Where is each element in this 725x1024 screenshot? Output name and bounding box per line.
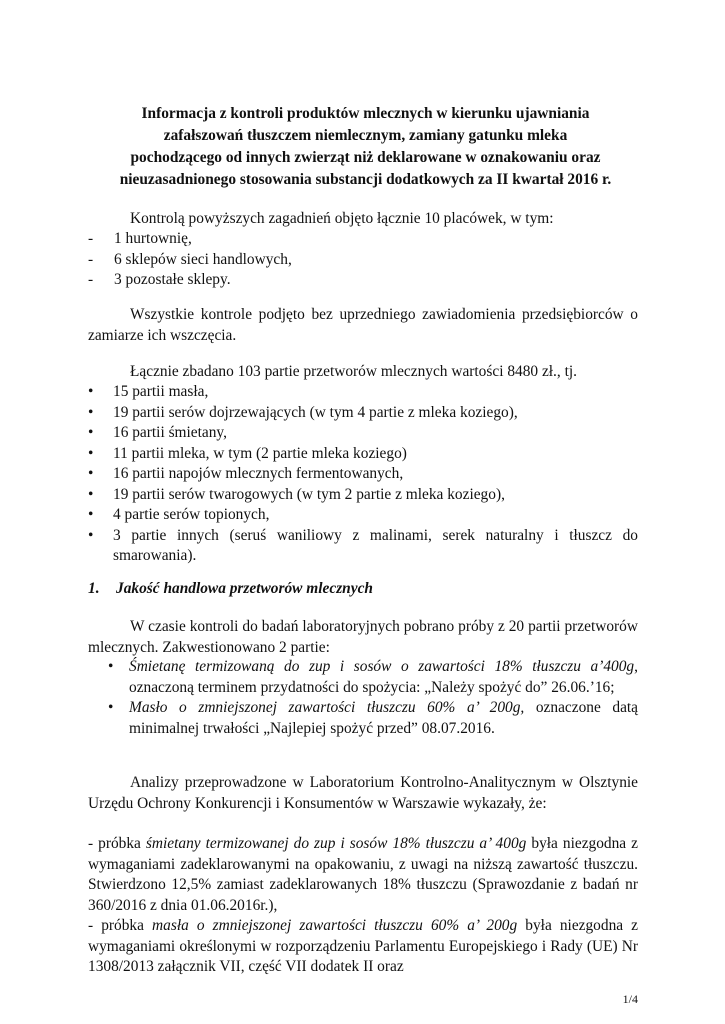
product-name: masła o zmniejszonej zawartości tłuszczu 60% a’ 200g [152, 917, 518, 934]
list-item: • Masło o zmniejszonej zawartości tłuszczu 60% a’ 200g, oznaczone datą minimalnej trwałości „Najlepiej spożyć przed” 08.07.2016. [108, 699, 639, 737]
title-line: zafałszowań tłuszczem niemlecznym, zamiany gatunku mleka [163, 127, 568, 144]
no-notice-paragraph: Wszystkie kontrole podjęto bez uprzedniego zawiadomienia przedsiębiorców o zamiarze ich wszczęcia. [88, 306, 638, 344]
product-name: Śmietanę termizowaną do zup i sosów o zawartości 18% tłuszczu a’400g [129, 658, 635, 675]
product-detail: oznaczone datą minimalnej trwałości „Najlepiej spożyć przed” 08.07.2016. [129, 699, 639, 737]
list-item: • 19 partii serów dojrzewających (w tym 4 partie z mleka koziego), [88, 403, 518, 421]
product-detail: , oznaczoną terminem przydatności do spożycia: „Należy spożyć do” 26.06.’16; [129, 658, 638, 696]
list-item: - 3 pozostałe sklepy. [88, 271, 231, 288]
title-line: Informacja z kontroli produktów mlecznych w kierunku ujawniania [141, 105, 590, 122]
product-name: śmietany termizowanej do zup i sosów 18% tłuszczu a’ 400g [145, 835, 527, 852]
title-line: nieuzasadnionego stosowania substancji dodatkowych za II kwartał 2016 r. [119, 171, 612, 188]
section-heading [88, 579, 373, 599]
samples-list [88, 382, 638, 567]
section-title: Jakość handlowa przetworów mlecznych [116, 580, 373, 597]
list-item: • 11 partii mleka, w tym (2 partie mleka koziego) [88, 444, 407, 462]
finding-paragraph: - próbka masła o zmniejszonej zawartości tłuszczu 60% a’ 200g była niezgodna z wymaganiami określonymi w rozporządzeniu Parlamentu Europejskiego i Rady (UE) Nr 1308/2013 załącznik VII, część VII dodatek II oraz [88, 917, 638, 975]
list-item: • 3 partie innych (seruś waniliowy z malinami, serek naturalny i tłuszcz do smarowania). [88, 526, 638, 564]
list-item: • Śmietanę termizowaną do zup i sosów o zawartości 18% tłuszczu a’400g, oznaczoną terminem przydatności do spożycia: „Należy spożyć do” 26.06.’16; [108, 658, 638, 696]
title-line: pochodzącego od innych zwierząt niż deklarowane w oznakowaniu oraz [130, 149, 601, 166]
list-item: - 6 sklepów sieci handlowych, [88, 250, 292, 268]
list-item: - 1 hurtownię, [88, 230, 192, 247]
section-number: 1. [88, 580, 100, 597]
list-item: • 16 partii śmietany, [88, 424, 227, 441]
list-item: • 19 partii serów twarogowych (w tym 2 partie z mleka koziego), [88, 485, 505, 503]
outlets-list [88, 229, 638, 291]
finding-paragraph: - próbka śmietany termizowanej do zup i sosów 18% tłuszczu a’ 400g była niezgodna z wymaganiami zadeklarowanymi na opakowaniu, z uwagi na niższą zawartość tłuszczu. Stwierdzono 12,5% zamiast zadeklarowanych 18% tłuszczu (Sprawozdanie z badań nr 360/2016 z dnia 01.06.2016r.), [88, 835, 638, 914]
list-item: • 4 partie serów topionych, [88, 506, 270, 523]
rejected-list [108, 657, 638, 739]
document-title [82, 103, 649, 191]
list-item: • 15 partii masła, [88, 383, 209, 400]
intro-paragraph: Kontrolą powyższych zagadnień objęto łącznie 10 placówek, w tym: [130, 210, 554, 227]
samples-intro: Łącznie zbadano 103 partie przetworów mlecznych wartości 8480 zł., tj. [130, 363, 578, 380]
analysis-paragraph: Analizy przeprowadzone w Laboratorium Kontrolno-Analitycznym w Olsztynie Urzędu Ochrony Konkurencji i Konsumentów w Warszawie wykazały, że: [88, 774, 638, 812]
list-item: • 16 partii napojów mlecznych fermentowanych, [88, 465, 404, 482]
product-name: Masło o zmniejszonej zawartości tłuszczu 60% a’ 200g, [129, 699, 525, 716]
sampling-paragraph: W czasie kontroli do badań laboratoryjnych pobrano próby z 20 partii przetworów mlecznych. Zakwestionowano 2 partie: [88, 618, 638, 656]
page-number: 1/4 [622, 992, 638, 1006]
